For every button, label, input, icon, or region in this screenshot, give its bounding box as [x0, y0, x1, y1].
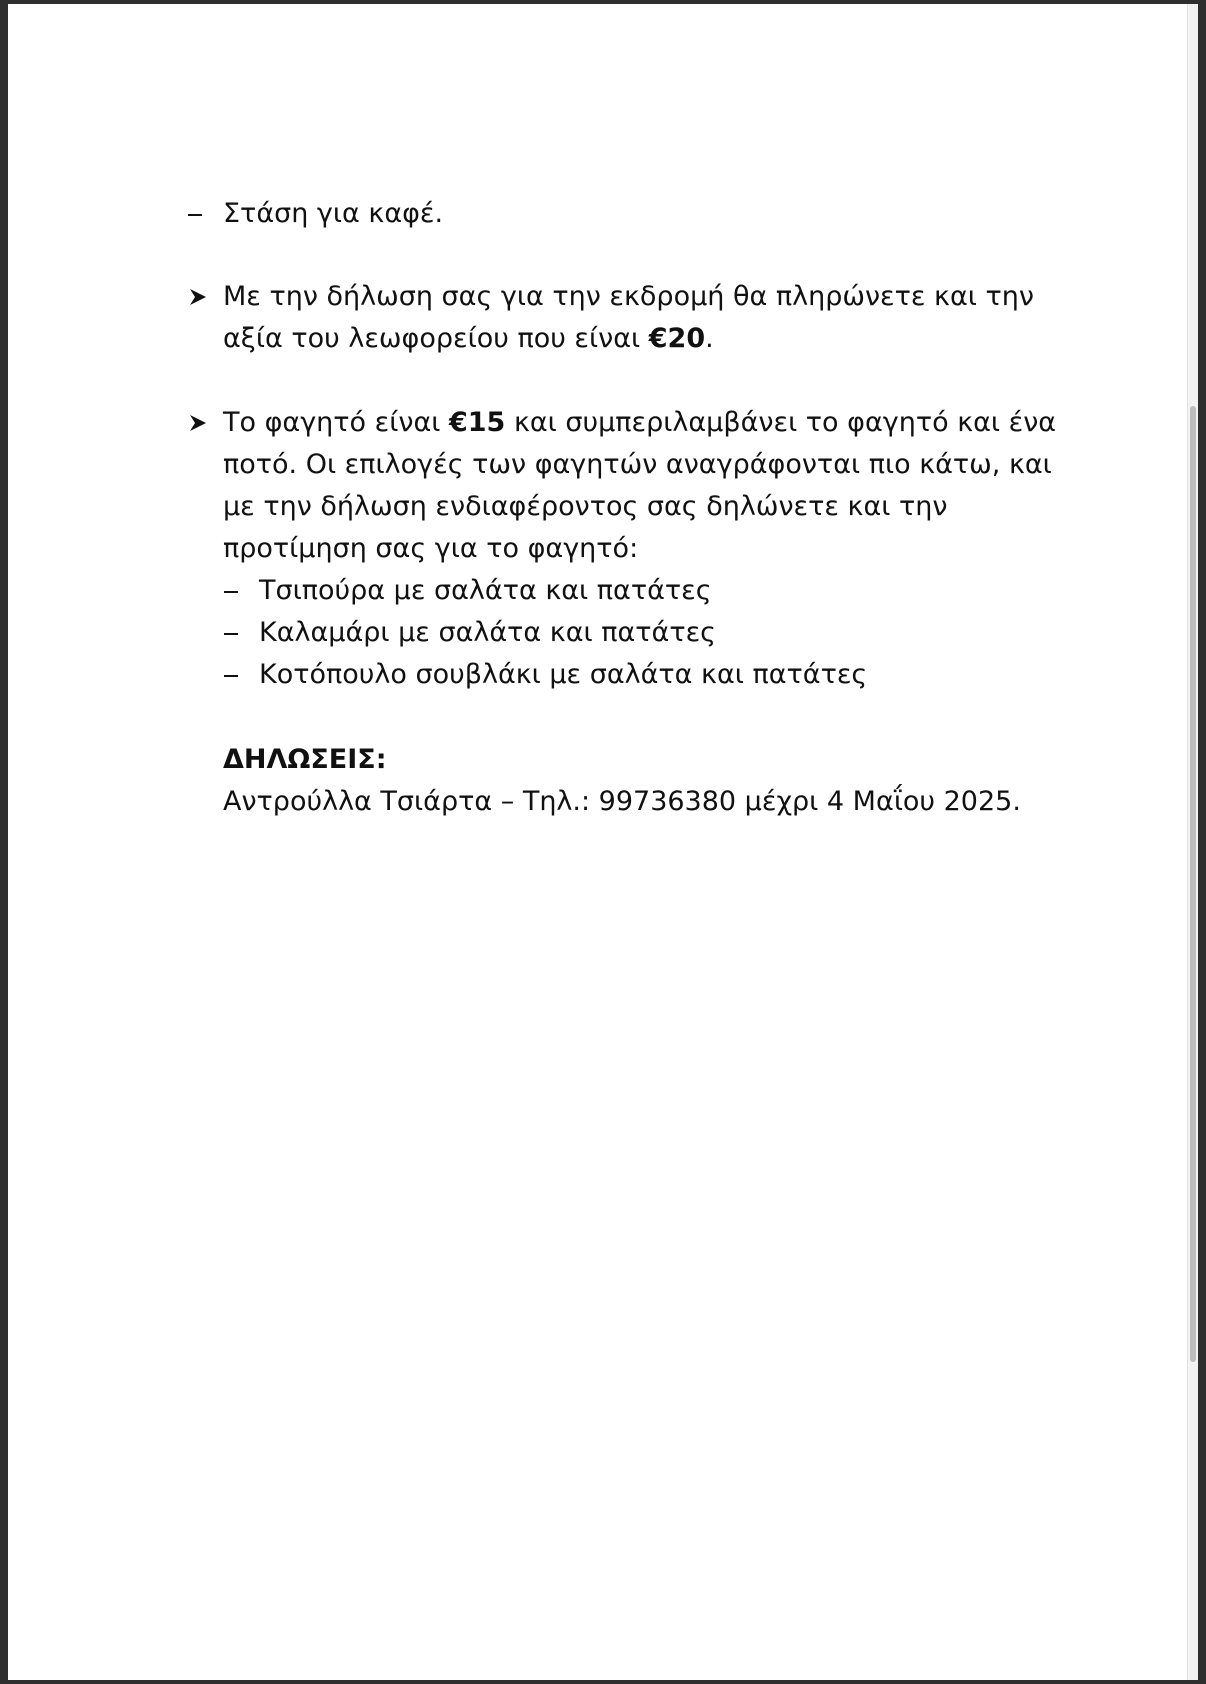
- arrow-bullet-icon: [188, 413, 208, 433]
- registrations-contact: Αντρούλλα Τσιάρτα – Τηλ.: 99736380 μέχρι 4 Μαΐου 2025.: [223, 786, 1021, 817]
- registrations-heading: ΔΗΛΩΣΕΙΣ:: [223, 744, 387, 775]
- dash-bullet: [224, 612, 238, 654]
- scrollbar-thumb[interactable]: [1190, 406, 1196, 1362]
- dash-bullet: [224, 570, 238, 612]
- food-line-1: Το φαγητό είναι €15 και συμπεριλαμβάνει το φαγητό και ένα: [223, 407, 1057, 438]
- dash-bullet: [224, 654, 238, 696]
- coffee-stop-text: Στάση για καφέ.: [223, 198, 444, 229]
- food-option-item: Τσιπούρα με σαλάτα και πατάτες: [259, 575, 712, 606]
- bus-line-1: Με την δήλωση σας για την εκδρομή θα πληρώνετε και την: [223, 281, 1034, 312]
- dash-bullet: [188, 193, 202, 235]
- food-line-2: ποτό. Οι επιλογές των φαγητών αναγράφονται πιο κάτω, και: [223, 449, 1052, 480]
- bus-price: €20: [648, 323, 706, 354]
- food-option-item: Καλαμάρι με σαλάτα και πατάτες: [259, 617, 717, 648]
- food-price: €15: [448, 407, 506, 438]
- food-option-item: Κοτόπουλο σουβλάκι με σαλάτα και πατάτες: [259, 659, 868, 690]
- document-page: [8, 4, 1198, 1680]
- bus-line-2: αξία του λεωφορείου που είναι €20.: [223, 323, 714, 354]
- arrow-bullet-icon: [188, 287, 208, 307]
- food-line-3: με την δήλωση ενδιαφέροντος σας δηλώνετε και την: [223, 491, 948, 522]
- vertical-scrollbar[interactable]: [1187, 4, 1198, 1680]
- food-line-4: προτίμηση σας για το φαγητό:: [223, 533, 639, 564]
